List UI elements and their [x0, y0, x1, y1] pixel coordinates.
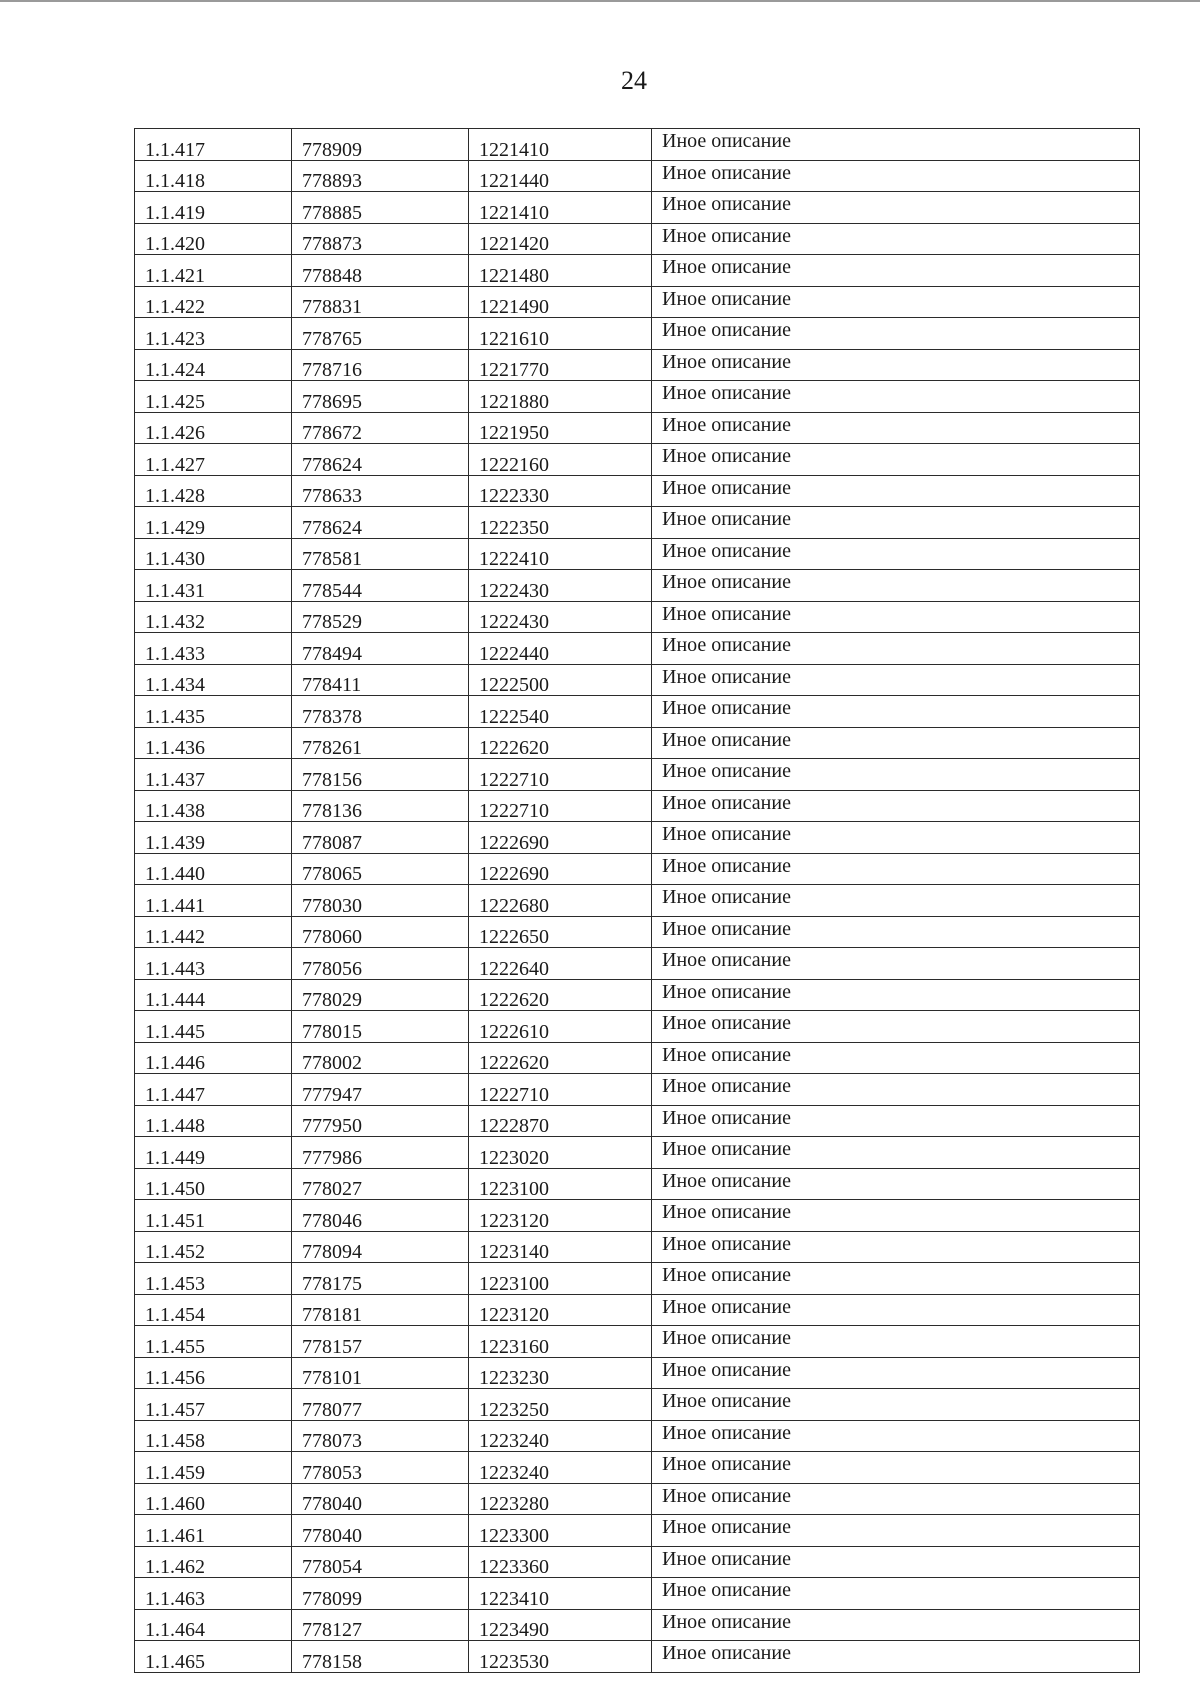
point-number-cell: 1.1.437 [135, 759, 292, 791]
y-coordinate-cell: 1222620 [469, 1042, 652, 1074]
x-coordinate-cell: 778624 [292, 444, 469, 476]
x-coordinate-cell: 778015 [292, 1011, 469, 1043]
point-number-cell: 1.1.461 [135, 1515, 292, 1547]
table-row [135, 633, 1140, 665]
description-cell: Иное описание [652, 1578, 1140, 1610]
point-number-cell: 1.1.446 [135, 1042, 292, 1074]
point-number-cell: 1.1.448 [135, 1105, 292, 1137]
description-cell: Иное описание [652, 633, 1140, 665]
x-coordinate-cell: 778581 [292, 538, 469, 570]
y-coordinate-cell: 1221480 [469, 255, 652, 287]
x-coordinate-cell: 777986 [292, 1137, 469, 1169]
table-row [135, 192, 1140, 224]
description-cell: Иное описание [652, 538, 1140, 570]
y-coordinate-cell: 1221410 [469, 129, 652, 161]
y-coordinate-cell: 1223280 [469, 1483, 652, 1515]
description-cell: Иное описание [652, 129, 1140, 161]
point-number-cell: 1.1.428 [135, 475, 292, 507]
table-row [135, 1263, 1140, 1295]
x-coordinate-cell: 778158 [292, 1641, 469, 1673]
x-coordinate-cell: 778378 [292, 696, 469, 728]
point-number-cell: 1.1.451 [135, 1200, 292, 1232]
table-row [135, 1168, 1140, 1200]
point-number-cell: 1.1.426 [135, 412, 292, 444]
point-number-cell: 1.1.453 [135, 1263, 292, 1295]
point-number-cell: 1.1.442 [135, 916, 292, 948]
description-cell: Иное описание [652, 1105, 1140, 1137]
table-row [135, 948, 1140, 980]
description-cell: Иное описание [652, 790, 1140, 822]
point-number-cell: 1.1.460 [135, 1483, 292, 1515]
x-coordinate-cell: 778040 [292, 1483, 469, 1515]
description-cell: Иное описание [652, 1609, 1140, 1641]
description-cell: Иное описание [652, 885, 1140, 917]
point-number-cell: 1.1.429 [135, 507, 292, 539]
y-coordinate-cell: 1222160 [469, 444, 652, 476]
point-number-cell: 1.1.436 [135, 727, 292, 759]
table-row [135, 1483, 1140, 1515]
description-cell: Иное описание [652, 1452, 1140, 1484]
description-cell: Иное описание [652, 475, 1140, 507]
description-cell: Иное описание [652, 507, 1140, 539]
description-cell: Иное описание [652, 349, 1140, 381]
point-number-cell: 1.1.419 [135, 192, 292, 224]
table-row [135, 349, 1140, 381]
y-coordinate-cell: 1222350 [469, 507, 652, 539]
y-coordinate-cell: 1221610 [469, 318, 652, 350]
table-row [135, 664, 1140, 696]
table-row [135, 570, 1140, 602]
y-coordinate-cell: 1223100 [469, 1168, 652, 1200]
table-row [135, 601, 1140, 633]
point-number-cell: 1.1.423 [135, 318, 292, 350]
table-row [135, 979, 1140, 1011]
x-coordinate-cell: 778716 [292, 349, 469, 381]
y-coordinate-cell: 1222610 [469, 1011, 652, 1043]
table-row [135, 507, 1140, 539]
y-coordinate-cell: 1222710 [469, 759, 652, 791]
point-number-cell: 1.1.420 [135, 223, 292, 255]
x-coordinate-cell: 778073 [292, 1420, 469, 1452]
x-coordinate-cell: 778885 [292, 192, 469, 224]
y-coordinate-cell: 1222650 [469, 916, 652, 948]
x-coordinate-cell: 778175 [292, 1263, 469, 1295]
table-row [135, 853, 1140, 885]
point-number-cell: 1.1.424 [135, 349, 292, 381]
y-coordinate-cell: 1222710 [469, 1074, 652, 1106]
table-row [135, 1137, 1140, 1169]
description-cell: Иное описание [652, 1231, 1140, 1263]
x-coordinate-cell: 778765 [292, 318, 469, 350]
coordinates-table [134, 128, 1140, 1673]
table-row [135, 381, 1140, 413]
x-coordinate-cell: 778893 [292, 160, 469, 192]
point-number-cell: 1.1.421 [135, 255, 292, 287]
table-row [135, 1042, 1140, 1074]
point-number-cell: 1.1.449 [135, 1137, 292, 1169]
description-cell: Иное описание [652, 1420, 1140, 1452]
x-coordinate-cell: 778529 [292, 601, 469, 633]
table-row [135, 696, 1140, 728]
table-row [135, 1074, 1140, 1106]
x-coordinate-cell: 778029 [292, 979, 469, 1011]
description-cell: Иное описание [652, 1483, 1140, 1515]
description-cell: Иное описание [652, 192, 1140, 224]
y-coordinate-cell: 1221440 [469, 160, 652, 192]
table-row [135, 1609, 1140, 1641]
y-coordinate-cell: 1223240 [469, 1420, 652, 1452]
description-cell: Иное описание [652, 570, 1140, 602]
description-cell: Иное описание [652, 318, 1140, 350]
point-number-cell: 1.1.445 [135, 1011, 292, 1043]
table-row [135, 1578, 1140, 1610]
table-row [135, 885, 1140, 917]
y-coordinate-cell: 1222500 [469, 664, 652, 696]
point-number-cell: 1.1.425 [135, 381, 292, 413]
point-number-cell: 1.1.458 [135, 1420, 292, 1452]
x-coordinate-cell: 778054 [292, 1546, 469, 1578]
y-coordinate-cell: 1223300 [469, 1515, 652, 1547]
point-number-cell: 1.1.452 [135, 1231, 292, 1263]
x-coordinate-cell: 778831 [292, 286, 469, 318]
y-coordinate-cell: 1222430 [469, 570, 652, 602]
table-row [135, 1357, 1140, 1389]
table-row [135, 759, 1140, 791]
point-number-cell: 1.1.439 [135, 822, 292, 854]
description-cell: Иное описание [652, 1074, 1140, 1106]
y-coordinate-cell: 1222620 [469, 727, 652, 759]
y-coordinate-cell: 1222690 [469, 822, 652, 854]
y-coordinate-cell: 1223100 [469, 1263, 652, 1295]
description-cell: Иное описание [652, 444, 1140, 476]
point-number-cell: 1.1.465 [135, 1641, 292, 1673]
y-coordinate-cell: 1223490 [469, 1609, 652, 1641]
table-row [135, 1389, 1140, 1421]
point-number-cell: 1.1.433 [135, 633, 292, 665]
table-row [135, 1420, 1140, 1452]
x-coordinate-cell: 778624 [292, 507, 469, 539]
page-number: 24 [621, 66, 647, 95]
x-coordinate-cell: 778046 [292, 1200, 469, 1232]
point-number-cell: 1.1.441 [135, 885, 292, 917]
point-number-cell: 1.1.454 [135, 1294, 292, 1326]
description-cell: Иное описание [652, 822, 1140, 854]
description-cell: Иное описание [652, 223, 1140, 255]
x-coordinate-cell: 778411 [292, 664, 469, 696]
table-row [135, 916, 1140, 948]
description-cell: Иное описание [652, 601, 1140, 633]
description-cell: Иное описание [652, 853, 1140, 885]
x-coordinate-cell: 778040 [292, 1515, 469, 1547]
description-cell: Иное описание [652, 727, 1140, 759]
table-row [135, 1294, 1140, 1326]
y-coordinate-cell: 1223410 [469, 1578, 652, 1610]
table-row [135, 790, 1140, 822]
y-coordinate-cell: 1223140 [469, 1231, 652, 1263]
table-row [135, 727, 1140, 759]
description-cell: Иное описание [652, 916, 1140, 948]
description-cell: Иное описание [652, 412, 1140, 444]
y-coordinate-cell: 1222690 [469, 853, 652, 885]
table-row [135, 1200, 1140, 1232]
x-coordinate-cell: 778060 [292, 916, 469, 948]
description-cell: Иное описание [652, 286, 1140, 318]
description-cell: Иное описание [652, 759, 1140, 791]
point-number-cell: 1.1.434 [135, 664, 292, 696]
table-row [135, 318, 1140, 350]
y-coordinate-cell: 1221420 [469, 223, 652, 255]
x-coordinate-cell: 778181 [292, 1294, 469, 1326]
point-number-cell: 1.1.417 [135, 129, 292, 161]
x-coordinate-cell: 778544 [292, 570, 469, 602]
y-coordinate-cell: 1223240 [469, 1452, 652, 1484]
y-coordinate-cell: 1223360 [469, 1546, 652, 1578]
y-coordinate-cell: 1222410 [469, 538, 652, 570]
table-row [135, 1546, 1140, 1578]
point-number-cell: 1.1.457 [135, 1389, 292, 1421]
y-coordinate-cell: 1223250 [469, 1389, 652, 1421]
point-number-cell: 1.1.464 [135, 1609, 292, 1641]
x-coordinate-cell: 778156 [292, 759, 469, 791]
x-coordinate-cell: 778848 [292, 255, 469, 287]
table-row [135, 129, 1140, 161]
point-number-cell: 1.1.455 [135, 1326, 292, 1358]
y-coordinate-cell: 1223120 [469, 1294, 652, 1326]
table-row [135, 255, 1140, 287]
y-coordinate-cell: 1222710 [469, 790, 652, 822]
x-coordinate-cell: 778157 [292, 1326, 469, 1358]
y-coordinate-cell: 1221410 [469, 192, 652, 224]
point-number-cell: 1.1.432 [135, 601, 292, 633]
table-row [135, 1231, 1140, 1263]
point-number-cell: 1.1.440 [135, 853, 292, 885]
x-coordinate-cell: 778136 [292, 790, 469, 822]
table-row [135, 1326, 1140, 1358]
x-coordinate-cell: 778053 [292, 1452, 469, 1484]
y-coordinate-cell: 1222620 [469, 979, 652, 1011]
point-number-cell: 1.1.430 [135, 538, 292, 570]
x-coordinate-cell: 778261 [292, 727, 469, 759]
x-coordinate-cell: 778633 [292, 475, 469, 507]
point-number-cell: 1.1.450 [135, 1168, 292, 1200]
description-cell: Иное описание [652, 696, 1140, 728]
description-cell: Иное описание [652, 1389, 1140, 1421]
y-coordinate-cell: 1222430 [469, 601, 652, 633]
description-cell: Иное описание [652, 1168, 1140, 1200]
description-cell: Иное описание [652, 381, 1140, 413]
table-row [135, 1641, 1140, 1673]
y-coordinate-cell: 1222680 [469, 885, 652, 917]
table-row [135, 444, 1140, 476]
table-row [135, 412, 1140, 444]
point-number-cell: 1.1.447 [135, 1074, 292, 1106]
table-row [135, 1105, 1140, 1137]
x-coordinate-cell: 778056 [292, 948, 469, 980]
point-number-cell: 1.1.443 [135, 948, 292, 980]
description-cell: Иное описание [652, 1294, 1140, 1326]
x-coordinate-cell: 778087 [292, 822, 469, 854]
x-coordinate-cell: 778873 [292, 223, 469, 255]
table-row [135, 1515, 1140, 1547]
description-cell: Иное описание [652, 1326, 1140, 1358]
y-coordinate-cell: 1221490 [469, 286, 652, 318]
y-coordinate-cell: 1221880 [469, 381, 652, 413]
description-cell: Иное описание [652, 1200, 1140, 1232]
point-number-cell: 1.1.427 [135, 444, 292, 476]
description-cell: Иное описание [652, 255, 1140, 287]
x-coordinate-cell: 778494 [292, 633, 469, 665]
x-coordinate-cell: 778094 [292, 1231, 469, 1263]
table-row [135, 538, 1140, 570]
point-number-cell: 1.1.462 [135, 1546, 292, 1578]
x-coordinate-cell: 777947 [292, 1074, 469, 1106]
description-cell: Иное описание [652, 1137, 1140, 1169]
point-number-cell: 1.1.435 [135, 696, 292, 728]
table-row [135, 1452, 1140, 1484]
y-coordinate-cell: 1222440 [469, 633, 652, 665]
y-coordinate-cell: 1222540 [469, 696, 652, 728]
x-coordinate-cell: 778695 [292, 381, 469, 413]
point-number-cell: 1.1.431 [135, 570, 292, 602]
y-coordinate-cell: 1223020 [469, 1137, 652, 1169]
point-number-cell: 1.1.438 [135, 790, 292, 822]
point-number-cell: 1.1.444 [135, 979, 292, 1011]
point-number-cell: 1.1.463 [135, 1578, 292, 1610]
description-cell: Иное описание [652, 1263, 1140, 1295]
y-coordinate-cell: 1222640 [469, 948, 652, 980]
description-cell: Иное описание [652, 1546, 1140, 1578]
y-coordinate-cell: 1221950 [469, 412, 652, 444]
y-coordinate-cell: 1223120 [469, 1200, 652, 1232]
point-number-cell: 1.1.456 [135, 1357, 292, 1389]
x-coordinate-cell: 778127 [292, 1609, 469, 1641]
description-cell: Иное описание [652, 664, 1140, 696]
description-cell: Иное описание [652, 160, 1140, 192]
x-coordinate-cell: 778909 [292, 129, 469, 161]
description-cell: Иное описание [652, 1011, 1140, 1043]
y-coordinate-cell: 1222330 [469, 475, 652, 507]
table-row [135, 822, 1140, 854]
description-cell: Иное описание [652, 1357, 1140, 1389]
page-top-edge [0, 0, 1200, 2]
table-row [135, 1011, 1140, 1043]
description-cell: Иное описание [652, 1641, 1140, 1673]
table-row [135, 475, 1140, 507]
x-coordinate-cell: 778027 [292, 1168, 469, 1200]
y-coordinate-cell: 1223530 [469, 1641, 652, 1673]
x-coordinate-cell: 778099 [292, 1578, 469, 1610]
point-number-cell: 1.1.422 [135, 286, 292, 318]
y-coordinate-cell: 1223230 [469, 1357, 652, 1389]
coordinates-table-body [135, 129, 1140, 1673]
description-cell: Иное описание [652, 979, 1140, 1011]
description-cell: Иное описание [652, 1515, 1140, 1547]
x-coordinate-cell: 778030 [292, 885, 469, 917]
table-row [135, 286, 1140, 318]
x-coordinate-cell: 778077 [292, 1389, 469, 1421]
description-cell: Иное описание [652, 948, 1140, 980]
x-coordinate-cell: 777950 [292, 1105, 469, 1137]
x-coordinate-cell: 778101 [292, 1357, 469, 1389]
table-row [135, 160, 1140, 192]
point-number-cell: 1.1.459 [135, 1452, 292, 1484]
table-row [135, 223, 1140, 255]
point-number-cell: 1.1.418 [135, 160, 292, 192]
y-coordinate-cell: 1222870 [469, 1105, 652, 1137]
x-coordinate-cell: 778002 [292, 1042, 469, 1074]
y-coordinate-cell: 1223160 [469, 1326, 652, 1358]
x-coordinate-cell: 778065 [292, 853, 469, 885]
x-coordinate-cell: 778672 [292, 412, 469, 444]
description-cell: Иное описание [652, 1042, 1140, 1074]
y-coordinate-cell: 1221770 [469, 349, 652, 381]
